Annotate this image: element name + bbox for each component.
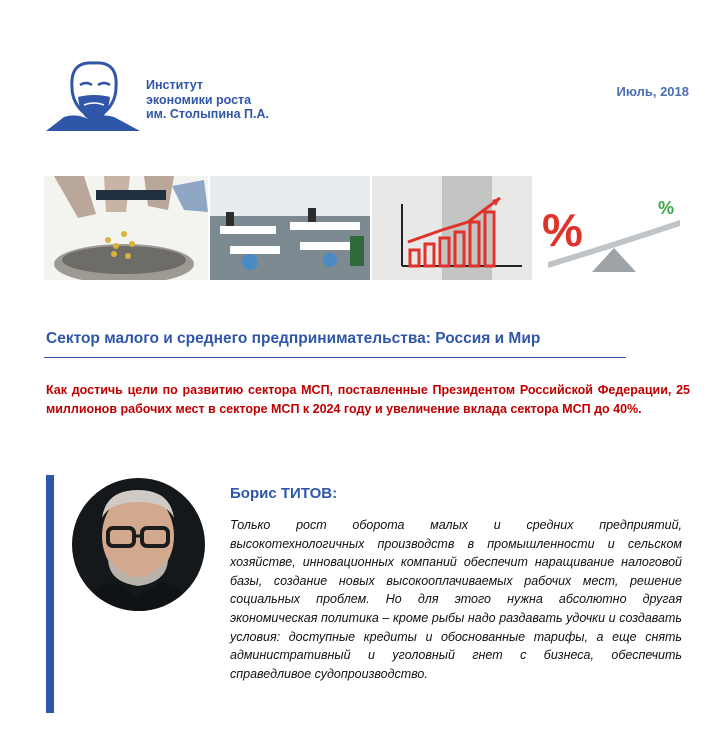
institute-name bbox=[146, 78, 269, 122]
institute-logo bbox=[44, 57, 144, 133]
growth-chart-image bbox=[372, 176, 532, 280]
quote-text: Только рост оборота малых и средних предприятий, высокотехнологичных производств в промышленности и сельском хозяйстве, инновационных компаний обеспечит наращивание налоговой базы, создание новых высокооплачиваемых рабочих мест, решение социальных проблем. Но для этого нужна абсолютно другая экономическая политика – кроме рыбы надо раздавать удочки и создавать условия: доступные кредиты и обоснованные тарифы, а еще снять административный и уголовный гнет с бизнеса, обеспечить справедливое судопроизводство. bbox=[230, 518, 682, 681]
report-date: Июль, 2018 bbox=[616, 84, 689, 99]
quote-author: Борис ТИТОВ: bbox=[230, 485, 338, 502]
open-office-image bbox=[210, 176, 370, 280]
percent-scale-image bbox=[534, 176, 690, 280]
title-divider bbox=[44, 357, 626, 358]
author-portrait bbox=[72, 478, 205, 611]
institute-name-line-2: экономики роста bbox=[146, 92, 252, 107]
fish-bowl-hands-image bbox=[44, 176, 208, 280]
quote-accent-bar bbox=[46, 475, 54, 713]
report-lead: Как достичь цели по развитию сектора МСП, поставленные Президентом Российской Федерации, 25 миллионов рабочих мест в секторе МСП к 2024 году и увеличение вклада сектора МСП до 40%. bbox=[46, 383, 690, 416]
institute-name-line-3: им. Столыпина П.А. bbox=[146, 107, 269, 121]
report-title: Сектор малого и среднего предпринимательства: Россия и Мир bbox=[46, 330, 541, 347]
svg-text:%: % bbox=[542, 204, 583, 256]
svg-text:%: % bbox=[658, 198, 675, 218]
institute-name-line-1: Институт bbox=[146, 78, 203, 92]
